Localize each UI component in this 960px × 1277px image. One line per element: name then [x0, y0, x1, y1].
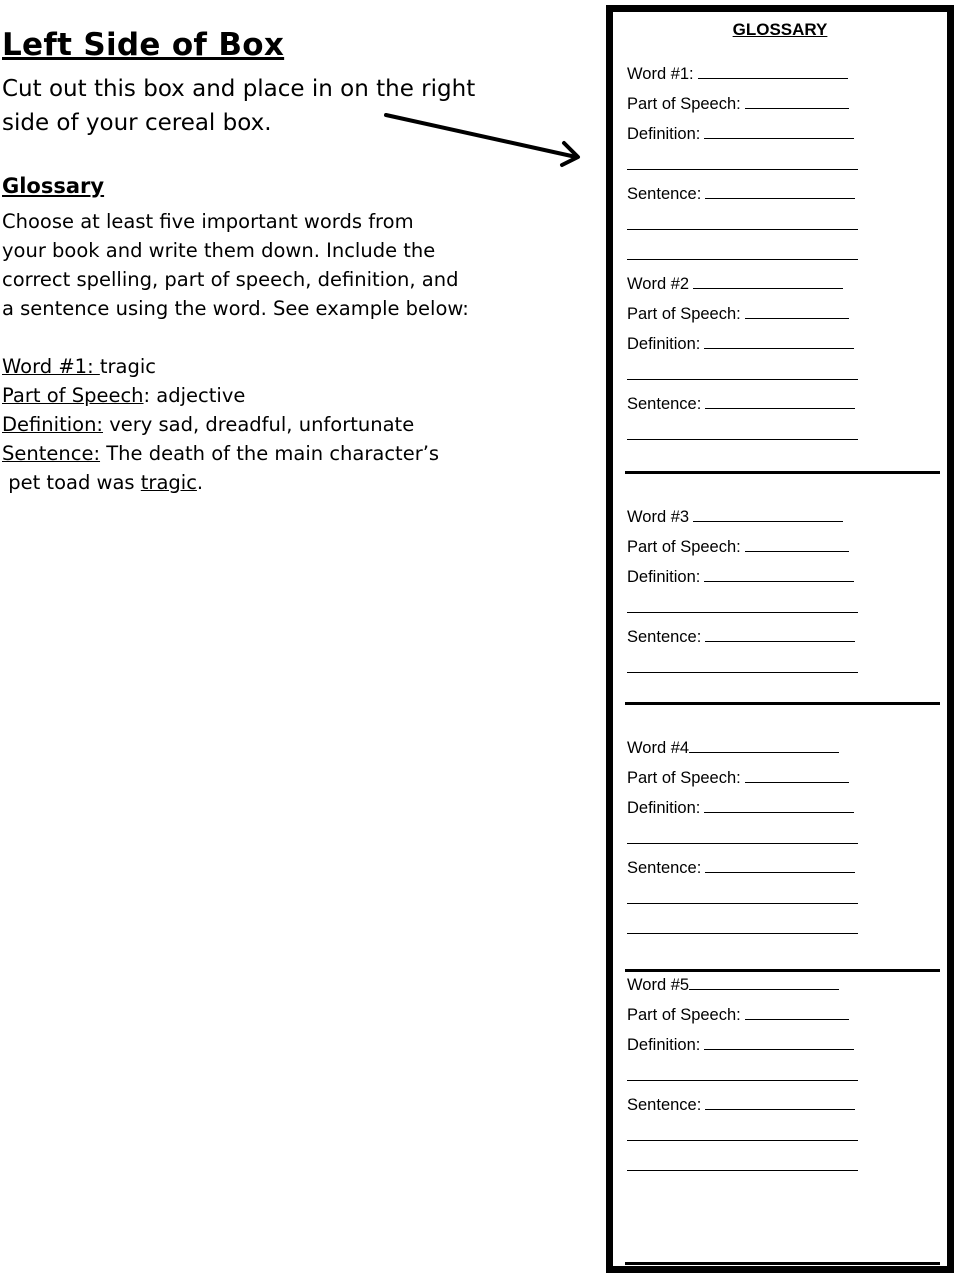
example-pos-value: : adjective	[143, 384, 246, 407]
pos-label: Part of Speech:	[627, 305, 741, 323]
blank-line[interactable]	[627, 379, 858, 380]
def-blank[interactable]	[704, 332, 854, 349]
def-label: Definition:	[627, 335, 701, 353]
example-sentence-word: tragic	[140, 471, 197, 494]
def-label: Definition:	[627, 1036, 701, 1054]
word-label: Word #2	[627, 275, 690, 293]
entry-5-pos	[627, 1003, 849, 1025]
entry-4-pos	[627, 766, 849, 788]
entry-4-def	[627, 796, 854, 818]
entry-1-def	[627, 122, 854, 144]
word-label: Word #5	[627, 976, 690, 994]
blank-line[interactable]	[627, 843, 858, 844]
example-sentence-value: The death of the main character’s	[100, 442, 440, 465]
entry-2-sentence	[627, 392, 855, 414]
def-label: Definition:	[627, 568, 701, 586]
blank-line[interactable]	[627, 903, 858, 904]
blank-line[interactable]	[627, 612, 858, 613]
blank-line[interactable]	[627, 933, 858, 934]
entry-1-pos	[627, 92, 849, 114]
blank-line[interactable]	[627, 1140, 858, 1141]
sentence-label: Sentence:	[627, 628, 702, 646]
entry-2-pos	[627, 302, 849, 324]
example-word-label: Word #1:	[2, 355, 100, 378]
example-sentence-line-2	[2, 468, 562, 497]
blank-line[interactable]	[627, 439, 858, 440]
example-pos-label: Part of Speech	[2, 384, 144, 407]
sentence-blank[interactable]	[705, 392, 855, 409]
pos-blank[interactable]	[745, 92, 849, 109]
intro-line: side of your cereal box.	[2, 110, 272, 136]
def-label: Definition:	[627, 125, 701, 143]
entry-5-def	[627, 1033, 854, 1055]
example-word-line	[2, 352, 562, 381]
sentence-label: Sentence:	[627, 185, 702, 203]
word-blank[interactable]	[693, 272, 843, 289]
entry-1-sentence	[627, 182, 855, 204]
instruction-line: your book and write them down. Include the	[2, 239, 436, 262]
example-def-line	[2, 410, 562, 439]
def-blank[interactable]	[704, 1033, 854, 1050]
example-entry	[2, 352, 562, 497]
blank-line[interactable]	[627, 672, 858, 673]
word-label: Word #1:	[627, 65, 694, 83]
pos-label: Part of Speech:	[627, 769, 741, 787]
instruction-line: Choose at least five important words from	[2, 210, 414, 233]
pos-blank[interactable]	[745, 1003, 849, 1020]
intro-line: Cut out this box and place in on the right	[2, 76, 476, 102]
word-blank[interactable]	[698, 62, 848, 79]
word-label: Word #4	[627, 739, 690, 757]
word-blank[interactable]	[693, 505, 843, 522]
word-blank[interactable]	[689, 736, 839, 753]
pos-label: Part of Speech:	[627, 538, 741, 556]
pos-blank[interactable]	[745, 302, 849, 319]
example-sentence-label: Sentence:	[2, 442, 101, 465]
entry-5-word	[627, 973, 839, 995]
entry-2-word	[627, 272, 843, 294]
word-label: Word #3	[627, 508, 690, 526]
def-blank[interactable]	[704, 122, 854, 139]
pos-label: Part of Speech:	[627, 95, 741, 113]
def-blank[interactable]	[704, 565, 854, 582]
pos-blank[interactable]	[745, 535, 849, 552]
page-title: Left Side of Box	[2, 27, 285, 63]
entry-1-word	[627, 62, 848, 84]
sentence-blank[interactable]	[705, 182, 855, 199]
example-pos-line	[2, 381, 562, 410]
entry-5-sentence	[627, 1093, 855, 1115]
blank-line[interactable]	[627, 169, 858, 170]
sentence-blank[interactable]	[705, 856, 855, 873]
instruction-line: correct spelling, part of speech, definition, and	[2, 268, 459, 291]
sentence-blank[interactable]	[705, 625, 855, 642]
section-divider	[625, 702, 940, 705]
example-def-label: Definition:	[2, 413, 103, 436]
example-def-value: very sad, dreadful, unfortunate	[103, 413, 415, 436]
example-sentence-suffix: .	[196, 471, 204, 494]
entry-3-sentence	[627, 625, 855, 647]
section-divider	[625, 969, 940, 972]
blank-line[interactable]	[627, 1170, 858, 1171]
example-sentence-prefix: pet toad was	[2, 471, 141, 494]
glossary-heading: Glossary	[2, 174, 105, 198]
sentence-label: Sentence:	[627, 859, 702, 877]
glossary-box-title: GLOSSARY	[732, 20, 828, 39]
blank-line[interactable]	[627, 259, 858, 260]
pos-blank[interactable]	[745, 766, 849, 783]
example-word-value: tragic	[99, 355, 156, 378]
arrow-right-icon	[380, 105, 590, 175]
def-blank[interactable]	[704, 796, 854, 813]
sentence-blank[interactable]	[705, 1093, 855, 1110]
pos-label: Part of Speech:	[627, 1006, 741, 1024]
sentence-label: Sentence:	[627, 395, 702, 413]
section-divider	[625, 1262, 940, 1265]
def-label: Definition:	[627, 799, 701, 817]
instructions	[2, 207, 562, 323]
blank-line[interactable]	[627, 229, 858, 230]
entry-3-word	[627, 505, 843, 527]
word-blank[interactable]	[689, 973, 839, 990]
entry-3-pos	[627, 535, 849, 557]
entry-4-sentence	[627, 856, 855, 878]
entry-3-def	[627, 565, 854, 587]
example-sentence-line	[2, 439, 562, 468]
blank-line[interactable]	[627, 1080, 858, 1081]
glossary-box	[606, 5, 954, 1273]
section-divider	[625, 471, 940, 474]
entry-2-def	[627, 332, 854, 354]
entry-4-word	[627, 736, 839, 758]
sentence-label: Sentence:	[627, 1096, 702, 1114]
instruction-line: a sentence using the word. See example below:	[2, 297, 469, 320]
